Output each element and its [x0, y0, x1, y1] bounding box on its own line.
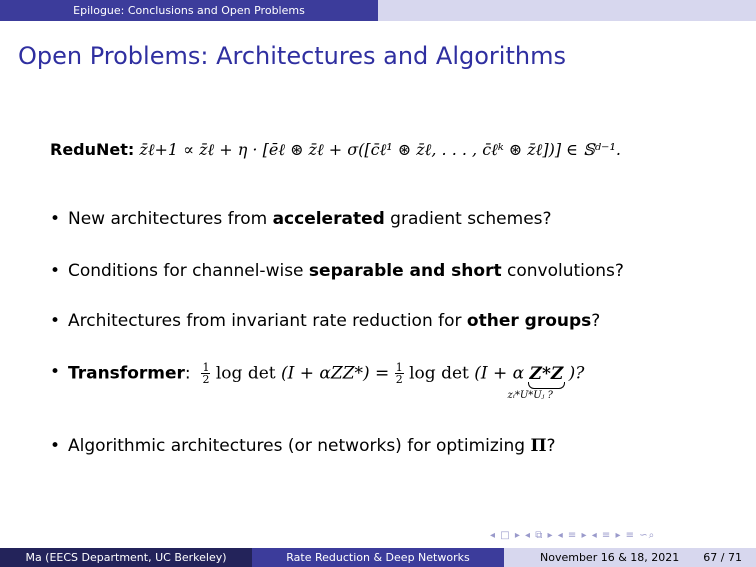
footer-short-title: Rate Reduction & Deep Networks — [252, 548, 504, 567]
redunet-label: ReduNet: — [50, 140, 135, 159]
bullet-dot-icon: • — [50, 261, 61, 281]
bullet-dot-icon: • — [50, 311, 61, 331]
redunet-equation — [50, 140, 621, 160]
footer-bar — [0, 548, 756, 567]
slide-title: Open Problems: Architectures and Algorithms — [18, 42, 566, 70]
footer-author: Ma (EECS Department, UC Berkeley) — [0, 548, 252, 567]
fraction-half: $\frac{1}{2}$ — [202, 361, 210, 386]
footer-date: November 16 & 18, 2021 — [540, 551, 680, 564]
bullet-dot-icon: • — [50, 209, 61, 229]
section-title[interactable]: Epilogue: Conclusions and Open Problems — [0, 0, 378, 21]
header-bar — [0, 0, 756, 21]
fraction-half: $\frac{1}{2}$ — [395, 361, 403, 386]
underbrace: Z*Z zᵢ*U*Uⱼ ? — [507, 363, 564, 401]
beamer-navigation-icons[interactable]: ◂ □ ▸ ◂ ⧉ ▸ ◂ ≡ ▸ ◂ ≡ ▸ ≡ ∽⌕ — [490, 530, 656, 541]
footer-date-page — [504, 548, 756, 567]
footer-page-number: 67 / 71 — [703, 551, 742, 564]
underbrace-icon — [528, 382, 566, 389]
bullet-dot-icon: • — [50, 436, 61, 456]
bullet-dot-icon: • — [50, 362, 61, 382]
redunet-formula: z̄ℓ+1 ∝ z̄ℓ + η · [ēℓ ⊛ z̄ℓ + σ([c̄ℓ¹ ⊛ z̄ℓ, . . . , c̄ℓᵏ ⊛ z̄ℓ])] ∈ 𝕊ᵈ⁻¹. — [139, 140, 621, 159]
